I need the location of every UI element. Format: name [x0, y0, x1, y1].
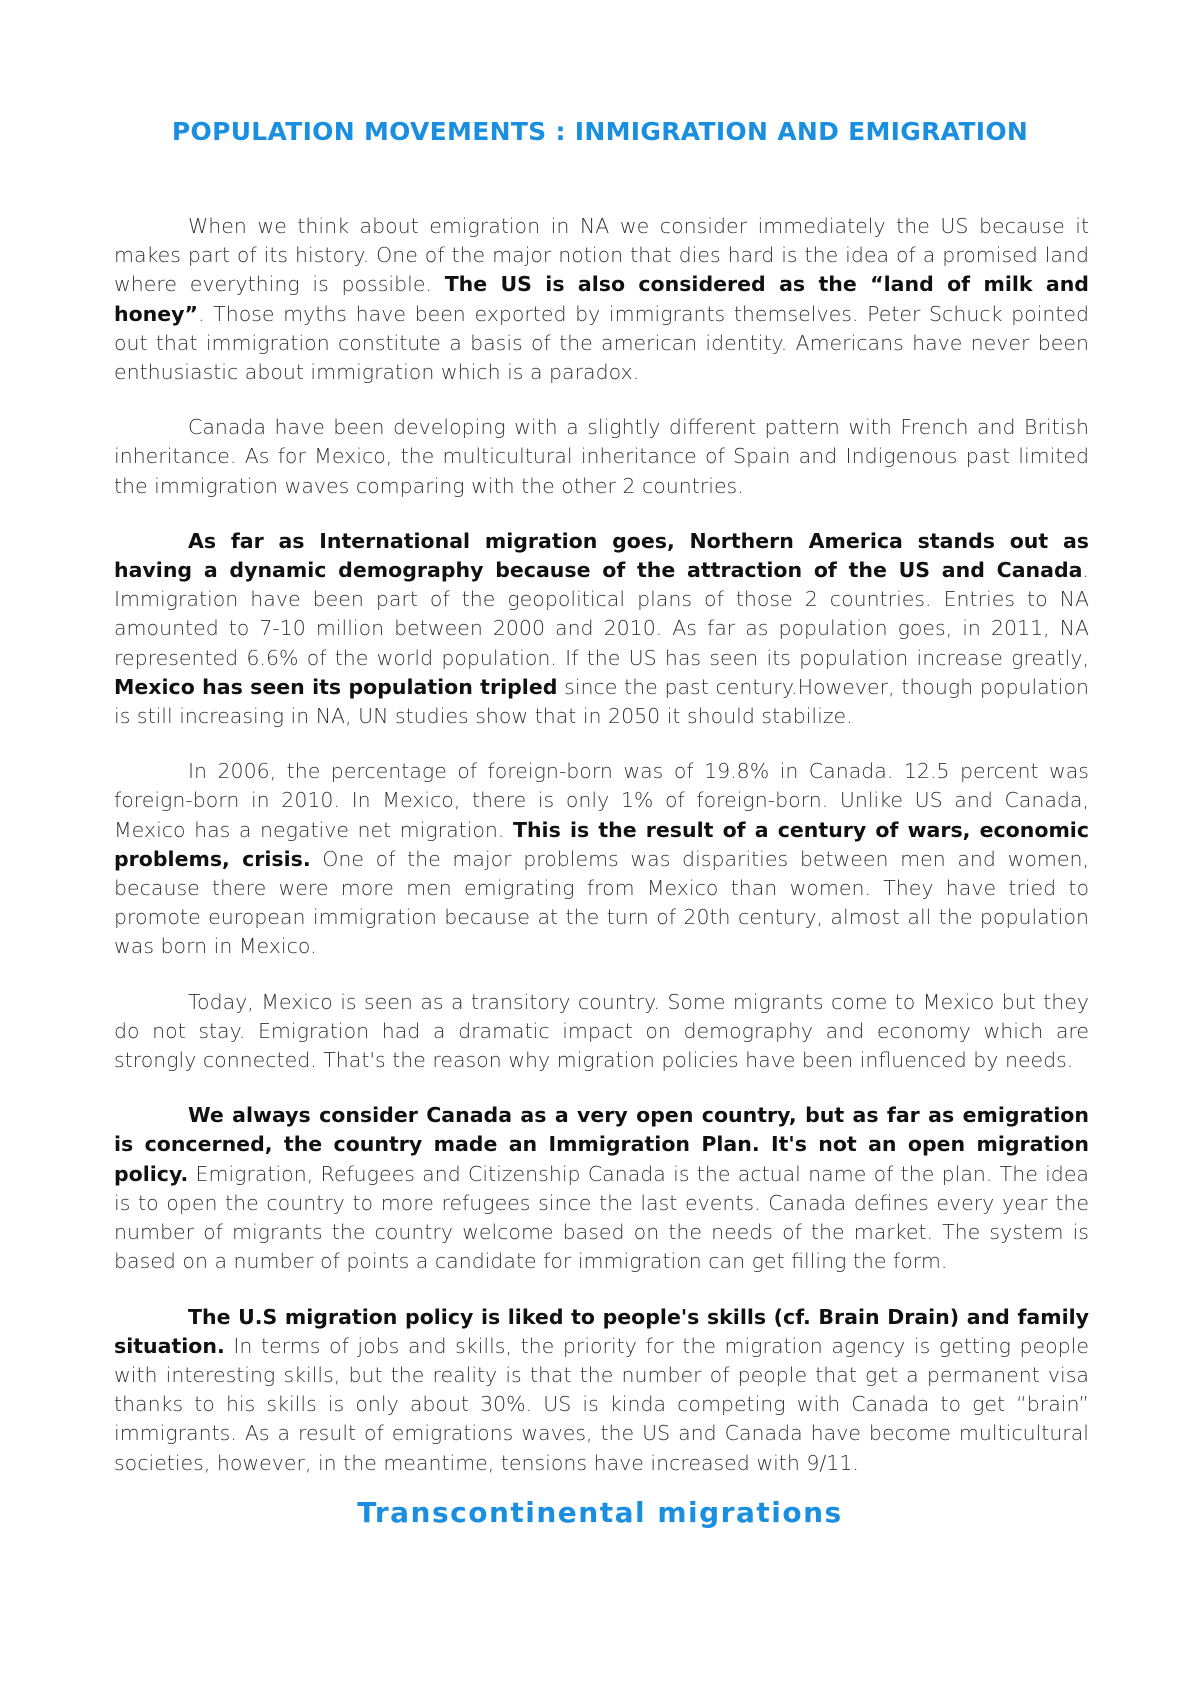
paragraph-emphasis: Mexico has seen its population tripled — [114, 674, 558, 699]
paragraph-emphasis: We always consider Canada as a very open country, but as far as emigration is concerned, the country made an Immigration Plan. It's not an open migration policy. — [114, 1103, 1089, 1186]
paragraph-text: since the past century.However, though population is still increasing in NA, UN studies show that in 2050 it should stabilize. — [114, 674, 1089, 729]
paragraph-text: . Those myths have been exported by immigrants themselves. Peter Schuck pointed out that immigration constitute a basis of the american identity. Americans have never been enthusiastic about immigration which is a paradox. — [114, 301, 1089, 385]
paragraph-text: When we think about emigration in NA we consider immediately the US because it makes part of its history. One of the major notion that dies hard is the idea of a promised land where everything is possible. — [114, 214, 1089, 297]
paragraph-text: In 2006, the percentage of foreign-born was of 19.8% in Canada. 12.5 percent was foreign-born in 2010. In Mexico, there is only 1% of foreign-born. Unlike US and Canada, Mexico has a negative net migration. — [114, 759, 1089, 842]
paragraph-emphasis: As far as International migration goes, Northern America stands out as having a dynamic demography because of the attraction of the US and Canada — [114, 528, 1089, 583]
paragraph-text: . Immigration have been part of the geopolitical plans of those 2 countries. Entries to NA amounted to 7-10 million between 2000 and 2010. As far as population goes, in 2011, NA represented 6.6% of the world population. If the US has seen its population increase greatly, — [114, 558, 1089, 670]
paragraph-4 — [114, 757, 1089, 961]
paragraph-7 — [114, 1303, 1089, 1478]
body-text — [114, 212, 1089, 1504]
paragraph-2 — [114, 413, 1089, 501]
paragraph-text: In terms of jobs and skills, the priority for the migration agency is getting people with interesting skills, but the reality is that the number of people that get a permanent visa thanks to his skills is only about 30%. US is kinda competing with Canada to get “brain” immigrants. As a result of emigrations waves, the US and Canada have become multicultural societies, however, in the meantime, tensions have increased with 9/11. — [114, 1333, 1089, 1475]
page-title: POPULATION MOVEMENTS : INMIGRATION AND EMIGRATION — [171, 117, 1029, 146]
paragraph-emphasis: The US is also considered as the “land of milk and honey” — [114, 272, 1089, 326]
paragraph-5 — [114, 988, 1089, 1076]
paragraph-6 — [114, 1101, 1089, 1276]
paragraph-emphasis: This is the result of a century of wars, economic problems, crisis. — [114, 817, 1089, 871]
paragraph-text: Today, Mexico is seen as a transitory country. Some migrants come to Mexico but they do not stay. Emigration had a dramatic impact on demography and economy which are strongly connected. That's the reason why migration policies have been influenced by needs. — [114, 989, 1089, 1073]
paragraph-text: Canada have been developing with a slightly different pattern with French and British inheritance. As for Mexico, the multicultural inheritance of Spain and Indigenous past limited the immigration waves comparing with the other 2 countries. — [114, 415, 1089, 498]
paragraph-text: Emigration, Refugees and Citizenship Canada is the actual name of the plan. The idea is to open the country to more refugees since the last events. Canada defines every year the number of migrants the country welcome based on the needs of the market. The system is based on a number of points a candidate for immigration can get filling the form. — [114, 1161, 1089, 1274]
paragraph-1 — [114, 212, 1089, 387]
section-heading: Transcontinental migrations — [357, 1496, 843, 1529]
paragraph-3 — [114, 527, 1089, 731]
paragraph-emphasis: The U.S migration policy is liked to people's skills (cf. Brain Drain) and family situation. — [114, 1304, 1089, 1358]
paragraph-text: One of the major problems was disparities between men and women, because there were more men emigrating from Mexico than women. They have tried to promote european immigration because at the turn of 20th century, almost all the population was born in Mexico. — [114, 846, 1089, 959]
